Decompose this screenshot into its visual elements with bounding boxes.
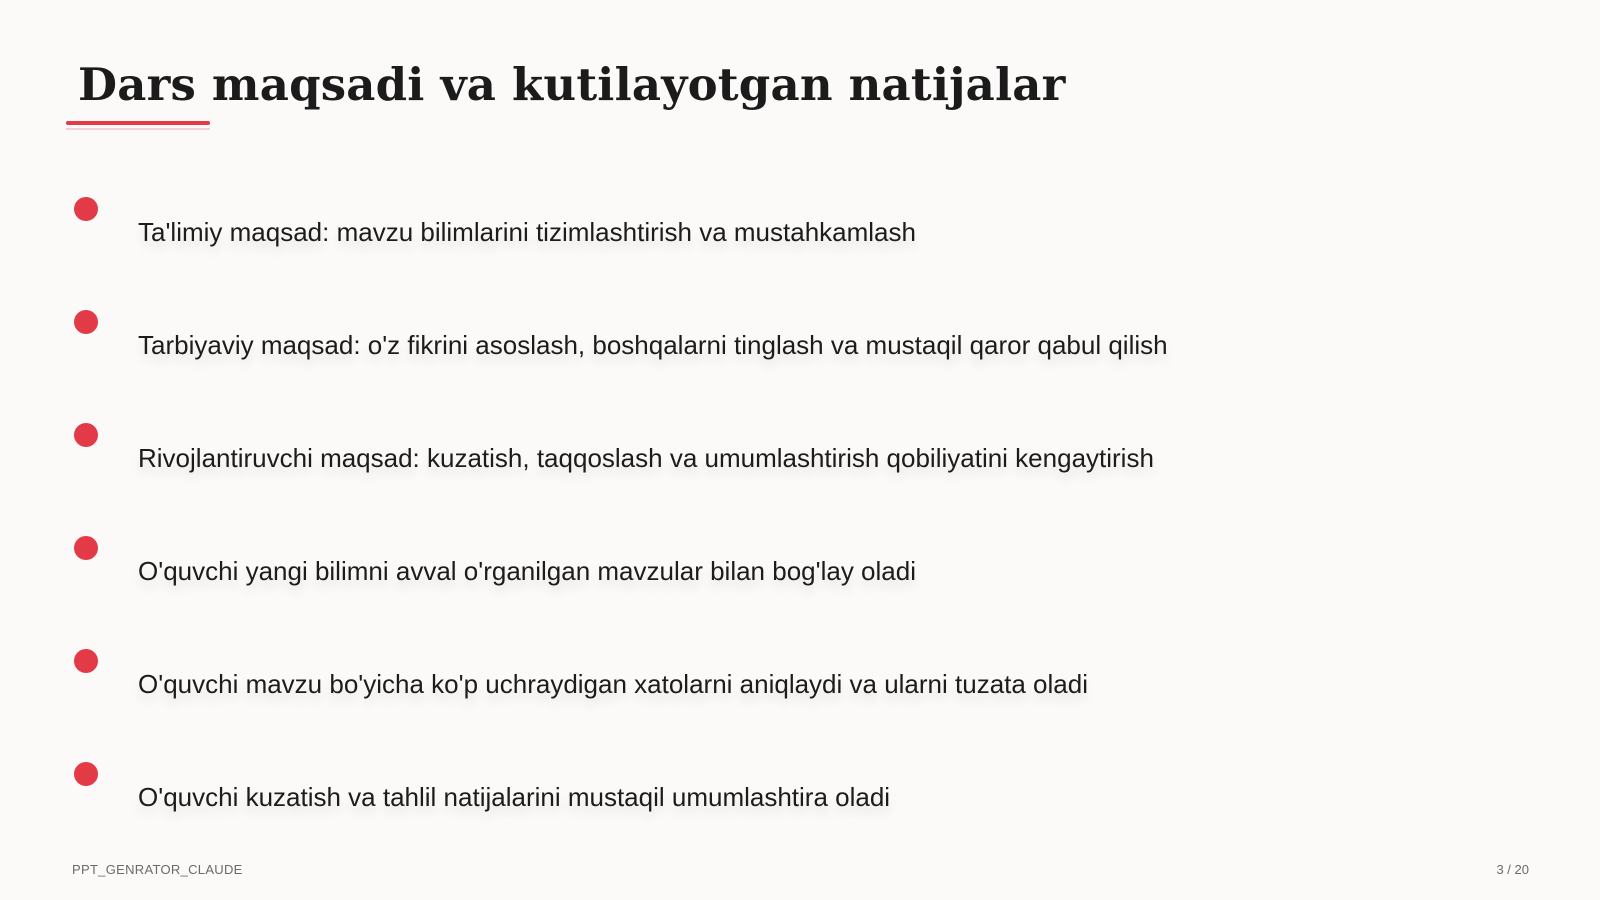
list-item-text: O'quvchi kuzatish va tahlil natijalarini mustaqil umumlashtira oladi	[138, 782, 891, 812]
footer-source-label: PPT_GENRATOR_CLAUDE	[72, 862, 243, 877]
list-item-text: O'quvchi mavzu bo'yicha ko'p uchraydigan xatolarni aniqlaydi va ularni tuzata oladi	[138, 669, 1088, 699]
list-item-text: Tarbiyaviy maqsad: o'z fikrini asoslash, boshqalarni tinglash va mustaqil qaror qabul qilish	[138, 330, 1168, 360]
bullet-dot-icon	[74, 649, 98, 673]
bullet-dot-icon	[74, 762, 98, 786]
list-item-text: Ta'limiy maqsad: mavzu bilimlarini tizimlashtirish va mustahkamlash	[138, 217, 916, 247]
list-item	[0, 649, 1600, 709]
bullet-dot-icon	[74, 423, 98, 447]
slide-title: Dars maqsadi va kutilayotgan natijalar	[78, 58, 1066, 111]
list-item	[0, 423, 1600, 483]
bullet-dot-icon	[74, 197, 98, 221]
page-indicator: 3 / 20	[1496, 862, 1529, 877]
list-item-text: O'quvchi yangi bilimni avval o'rganilgan mavzular bilan bog'lay oladi	[138, 556, 916, 586]
bullet-dot-icon	[74, 536, 98, 560]
list-item	[0, 762, 1600, 822]
title-accent-shadow	[66, 128, 210, 130]
bullet-dot-icon	[74, 310, 98, 334]
list-item	[0, 536, 1600, 596]
title-accent-bar	[66, 121, 210, 125]
list-item-text: Rivojlantiruvchi maqsad: kuzatish, taqqoslash va umumlashtirish qobiliyatini kengaytirish	[138, 443, 1154, 473]
list-item	[0, 197, 1600, 257]
list-item	[0, 310, 1600, 370]
